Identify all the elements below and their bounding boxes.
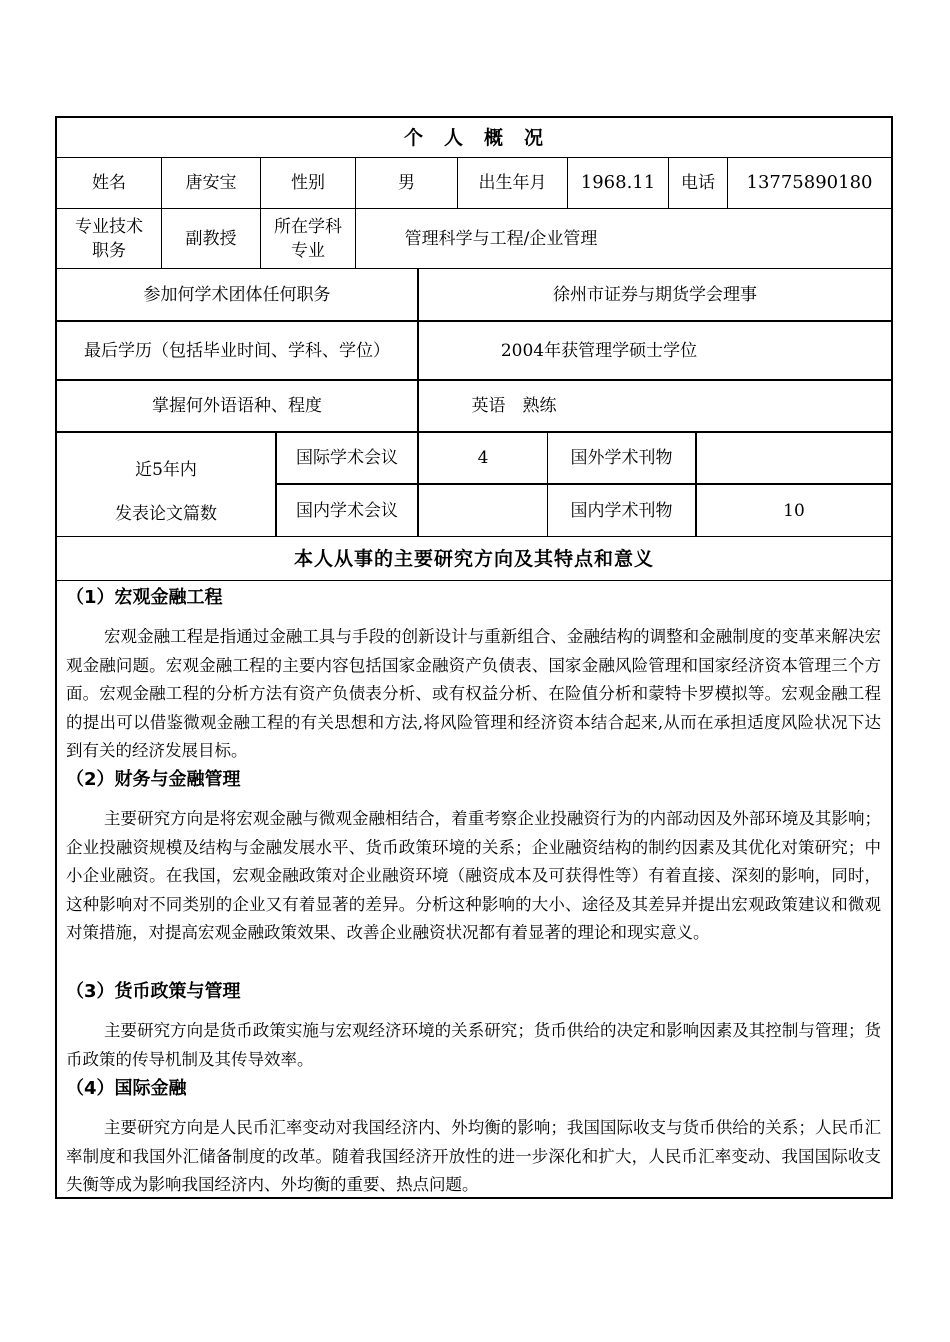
intl-conf-value: 4: [477, 448, 489, 468]
discipline-label: 所在学科专业: [274, 216, 342, 261]
row-divider: [57, 580, 891, 581]
dom-conf-label: 国内学术会议: [296, 500, 398, 521]
language-value: 英语 熟练: [471, 396, 557, 416]
gender-value: 男: [398, 173, 415, 193]
page-title: 个 人 概 况: [403, 126, 544, 149]
education-label: 最后学历（包括毕业时间、学科、学位）: [84, 340, 390, 361]
foreign-journal-value: [697, 433, 891, 483]
dom-journal-label: 国内学术刊物: [570, 500, 673, 521]
research-heading: 本人从事的主要研究方向及其特点和意义: [293, 547, 654, 570]
academic-label: 参加何学术团体任何职务: [143, 284, 331, 305]
intl-conf-label: 国际学术会议: [296, 448, 398, 468]
language-label: 掌握何外语语种、程度: [152, 396, 322, 416]
dom-conf-value: [419, 485, 547, 536]
papers-label-line2: 发表论文篇数: [115, 504, 217, 524]
birth-label: 出生年月: [478, 173, 547, 193]
birth-value: 1968.11: [580, 172, 656, 193]
academic-value: 徐州市证券与期货学会理事: [553, 284, 757, 305]
section-title: （3）货币政策与管理: [66, 981, 241, 1002]
dom-journal-value: 10: [783, 500, 805, 521]
section-text: 主要研究方向是货币政策实施与宏观经济环境的关系研究；货币供给的决定和影响因素及其控制与管理；货币政策的传导机制及其传导效率。: [66, 1021, 881, 1069]
title-label: 专业技术职务: [75, 216, 143, 261]
name-label: 姓名: [92, 173, 126, 193]
phone-value: 13775890180: [746, 172, 873, 193]
section-text: 主要研究方向是将宏观金融与微观金融相结合，着重考察企业投融资行为的内部动因及外部环境及其影响；企业投融资规模及结构与金融发展水平、货币政策环境的关系；企业融资结构的制约因素及其优化对策研究；中小企业融资。在我国，宏观金融政策对企业融资环境（融资成本及可获得性等）有着直接、深刻的影响，同时，这种影响对不同类别的企业又有着显著的差异。分析这种影响的大小、途径及其差异并提出宏观政策建议和微观对策措施，对提高宏观金融政策效果、改善企业融资状况都有着显著的理论和现实意义。: [66, 809, 881, 942]
name-value: 唐安宝: [185, 173, 237, 193]
section-text: 主要研究方向是人民币汇率变动对我国经济内、外均衡的影响；我国国际收支与货币供给的关系；人民币汇率制度和我国外汇储备制度的改革。随着我国经济开放性的进一步深化和扩大，人民币汇率变动、我国国际收支失衡等成为影响我国经济内、外均衡的重要、热点问题。: [66, 1118, 881, 1194]
education-value: 2004年获管理学硕士学位: [500, 340, 698, 361]
section-text: 宏观金融工程是指通过金融工具与手段的创新设计与重新组合、金融结构的调整和金融制度的变革来解决宏观金融问题。宏观金融工程的主要内容包括国家金融资产负债表、国家金融风险管理和国家经济资本管理三个方面。宏观金融工程的分析方法有资产负债表分析、或有权益分析、在险值分析和蒙特卡罗模拟等。宏观金融工程的提出可以借鉴微观金融工程的有关思想和方法,将风险管理和经济资本结合起来,从而在承担适度风险状况下达到有关的经济发展目标。: [66, 627, 881, 760]
section-title: （1）宏观金融工程: [66, 587, 223, 608]
section-title: （4）国际金融: [66, 1078, 187, 1099]
papers-label-line1: 近5年内: [135, 460, 197, 480]
gender-label: 性别: [291, 173, 325, 193]
section-title: （2）财务与金融管理: [66, 769, 241, 790]
title-value: 副教授: [185, 228, 237, 249]
foreign-journal-label: 国外学术刊物: [570, 448, 673, 468]
discipline-value: 管理科学与工程/企业管理: [404, 228, 598, 249]
phone-label: 电话: [681, 173, 715, 193]
